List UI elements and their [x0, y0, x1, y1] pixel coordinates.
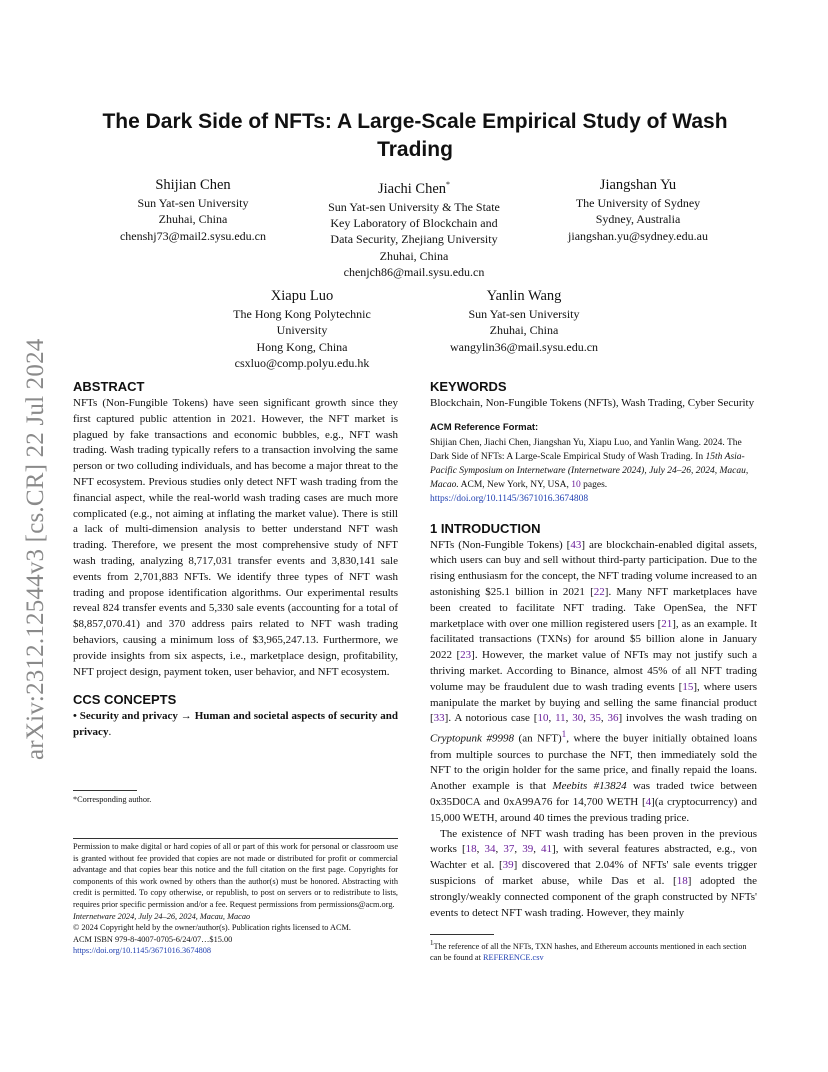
author-location: Sydney, Australia [595, 212, 681, 227]
corresponding-mark: * [446, 180, 451, 189]
isbn-line: ACM ISBN 979-8-4007-0705-6/24/07…$15.00 [73, 934, 233, 944]
citation[interactable]: 4 [645, 796, 652, 809]
citation[interactable]: 18 [465, 843, 477, 856]
keywords-heading: KEYWORDS [430, 379, 507, 394]
author-affiliation: The University of Sydney [575, 196, 701, 210]
author-affiliation: Sun Yat-sen University & The State [328, 199, 500, 214]
author-email: chenjch86@mail.sysu.edu.cn [343, 265, 485, 280]
intro-paragraph-2: The existence of NFT wash trading has been proven in the previous works [18, 34, 37, 39, 41], with several features abstracted, e.g., von Wachter et al. [39] discovered that 2.04% of NFTs' sale events trigger suspicions of market abuse, while Das et al. [18] adopted the strongly/weakly connected component of the graph constructed by NFTs' events to detect NFT wash trading. However, they mainly [430, 827, 757, 919]
author-email: jiangshan.yu@sydney.edu.au [568, 228, 708, 243]
citation[interactable]: 39 [502, 859, 514, 872]
right-column [430, 378, 757, 921]
reference-footnote: $^1$The reference of all the NFTs, TXN hashes, and Ethereum accounts mentioned in each section can be found at REFERENCE.csv [430, 940, 747, 962]
author-block-1 [78, 175, 308, 244]
author-block-2 [300, 175, 528, 280]
citation[interactable]: 11 [555, 712, 566, 725]
intro-heading: 1 INTRODUCTION [430, 520, 541, 536]
reference-csv-link[interactable]: REFERENCE.csv [483, 952, 544, 962]
paper-title: The Dark Side of NFTs: A Large-Scale Empirical Study of Wash Trading [102, 110, 728, 161]
citation[interactable]: 21 [661, 617, 673, 630]
abstract-text: NFTs (Non-Fungible Tokens) have seen significant growth since they first captured public attention in 2021. However, the NFT market is plagued by fake transactions and economic bubbles, e.g., NFT wash trading. Wash trading typically refers to a transaction involving the same person or two colluding individuals, and has become a major threat to the NFT ecosystem. Previous studies only detect NFT wash trading from the financial aspect, while the real-world wash trading cases are much more complicated (e.g., not aiming at inflating the market value). There is still a lack of multi-dimension analysis to better understand NFT wash trading. Therefore, we present the most comprehensive study of NFT wash trading, analyzing 8,717,031 transfer events and 3,830,141 sale events from 2,701,883 NFTs. We identify three types of NFT wash trading and propose identification algorithms. Our experimental results reveal 824 transfer events and 5,330 sale events (accounting for a total of $8,857,070.41) and 370 address pairs related to NFT wash trading behaviors, causing a minimum loss of $3,965,247.13. Furthermore, we provide insights from six aspects, i.e., marketplace design, profitability, NFT project design, payment token, user behavior, and NFT ecosystem. [73, 397, 398, 678]
author-email: wangylin36@mail.sysu.edu.cn [449, 339, 599, 354]
author-location: Hong Kong, China [256, 339, 348, 354]
author-block-3 [530, 175, 746, 244]
footnote-rule [73, 790, 137, 791]
author-affiliation: Sun Yat-sen University [137, 196, 249, 210]
author-location: Zhuhai, China [489, 323, 559, 338]
citation[interactable]: 37 [503, 843, 515, 856]
citation[interactable]: 33 [433, 712, 445, 725]
author-location: Zhuhai, China [379, 248, 449, 263]
footnote-mark[interactable]: 1 [561, 729, 567, 740]
author-block-4 [200, 286, 404, 371]
author-email: chenshj73@mail2.sysu.edu.cn [119, 228, 267, 243]
citation[interactable]: 10 [537, 712, 549, 725]
citation[interactable]: 22 [593, 586, 605, 598]
permission-rule [73, 838, 398, 839]
citation[interactable]: 39 [522, 843, 534, 856]
author-affiliation: Data Security, Zhejiang University [330, 232, 498, 247]
author-location: Zhuhai, China [158, 212, 228, 227]
venue-line: Internetware 2024, July 24–26, 2024, Macau, Macao [73, 911, 251, 921]
acm-ref-text: Shijian Chen, Jiachi Chen, Jiangshan Yu, Xiapu Luo, and Yanlin Wang. 2024. The Dark Side of NFTs: A Large-Scale Empirical Study of Wash Trading. In 15th Asia-Pacific Symposium on Internetware (Internetware 2024), July 24–26, 2024, Macau, Macao. ACM, New York, NY, USA, 10 pages. https://doi.org/10.1145/3671016.3674808 [430, 437, 749, 505]
citation[interactable]: 15 [682, 680, 694, 693]
doi-link[interactable]: https://doi.org/10.1145/3671016.3674808 [73, 946, 212, 956]
acm-ref-doi-link[interactable]: https://doi.org/10.1145/3671016.3674808 [430, 494, 589, 505]
ccs-text: • Security and privacy → Human and societal aspects of security and privacy. [73, 710, 398, 739]
author-name: Xiapu Luo [270, 288, 334, 304]
citation[interactable]: 36 [607, 712, 619, 725]
author-name: Jiachi Chen [377, 180, 447, 197]
citation[interactable]: 43 [570, 538, 582, 551]
author-name: Shijian Chen [155, 177, 231, 193]
permission-block [73, 841, 398, 957]
acm-ref-heading: ACM Reference Format: [430, 421, 539, 433]
abstract-heading: ABSTRACT [73, 379, 145, 394]
citation[interactable]: 30 [572, 712, 584, 725]
author-affiliation: Key Laboratory of Blockchain and [330, 216, 498, 231]
permission-text: Permission to make digital or hard copies of all or part of this work for personal or classroom use is granted without fee provided that copies are not made or distributed for profit or commercial advantage and that copies bear this notice and the full citation on the first page. Copyrights for components of this work owned by others than the author(s) must be honored. Abstracting with credit is permitted. To copy otherwise, or republish, to post on servers or to redistribute to lists, requires prior specific permission and/or a fee. Request permissions from permissions@acm.org. [73, 842, 398, 909]
arxiv-stamp: arXiv:2312.12544v3 [cs.CR] 22 Jul 2024 [22, 338, 49, 760]
citation[interactable]: 34 [484, 843, 496, 856]
ccs-concept: • Security and privacy → Human and societal aspects of security and privacy [73, 710, 398, 739]
copyright-line: © 2024 Copyright held by the owner/author(s). Publication rights licensed to ACM. [73, 923, 351, 933]
author-affiliation: The Hong Kong Polytechnic [233, 307, 371, 321]
author-name: Yanlin Wang [486, 288, 562, 304]
left-column [73, 378, 398, 741]
citation[interactable]: 23 [460, 649, 472, 662]
intro-paragraph-1: NFTs (Non-Fungible Tokens) [43] are blockchain-enabled digital assets, which users can buy and sell without third-party participation. Due to the rising enthusiasm for the concept, the NFT trading volume increased to an astonishing $25.1 billion in 2021 [22]. Many NFT marketplaces have been created to facilitate NFT trading. Take OpenSea, the NFT marketplace with over one million registered users [21], as an example. It facilitated transactions (TXNs) for around $5 billion alone in January 2022 [23]. However, the market value of NFTs may not justify such a thriving market. According to Binance, almost 45% of all NFT trading volume may be fraudulent due to wash trading events [15], where users manipulate the market by buying and selling the same financial product [33]. A notorious case [10, 11, 30, 35, 36] involves the wash trading on Cryptopunk #9998 (an NFT)$^1$, where the buyer initially obtained loans from multiple sources to purchase the NFT, then immediately sold the NFT to the origin holder for the same price, and finally repaid the loans. Another example is that Meebits #13824 was traded twice between 0x35D0CA and 0xA99A76 for 14,700 WETH [4](a cryptocurrency) and 15,000 WETH, around 40 times the previous trading price. [430, 538, 758, 824]
author-block-5 [418, 286, 630, 355]
ccs-heading: CCS CONCEPTS [73, 692, 177, 708]
citation[interactable]: 35 [589, 712, 601, 725]
keywords-text: Blockchain, Non-Fungible Tokens (NFTs), Wash Trading, Cyber Security [430, 397, 755, 409]
author-affiliation: University [276, 323, 328, 338]
corresponding-footnote: *Corresponding author. [73, 795, 152, 804]
author-name: Jiangshan Yu [599, 177, 677, 193]
citation[interactable]: 18 [676, 875, 688, 887]
citation[interactable]: 41 [541, 843, 553, 856]
author-email: csxluo@comp.polyu.edu.hk [234, 355, 370, 370]
author-affiliation: Sun Yat-sen University [468, 307, 580, 321]
footnote-rule-right [430, 934, 494, 935]
